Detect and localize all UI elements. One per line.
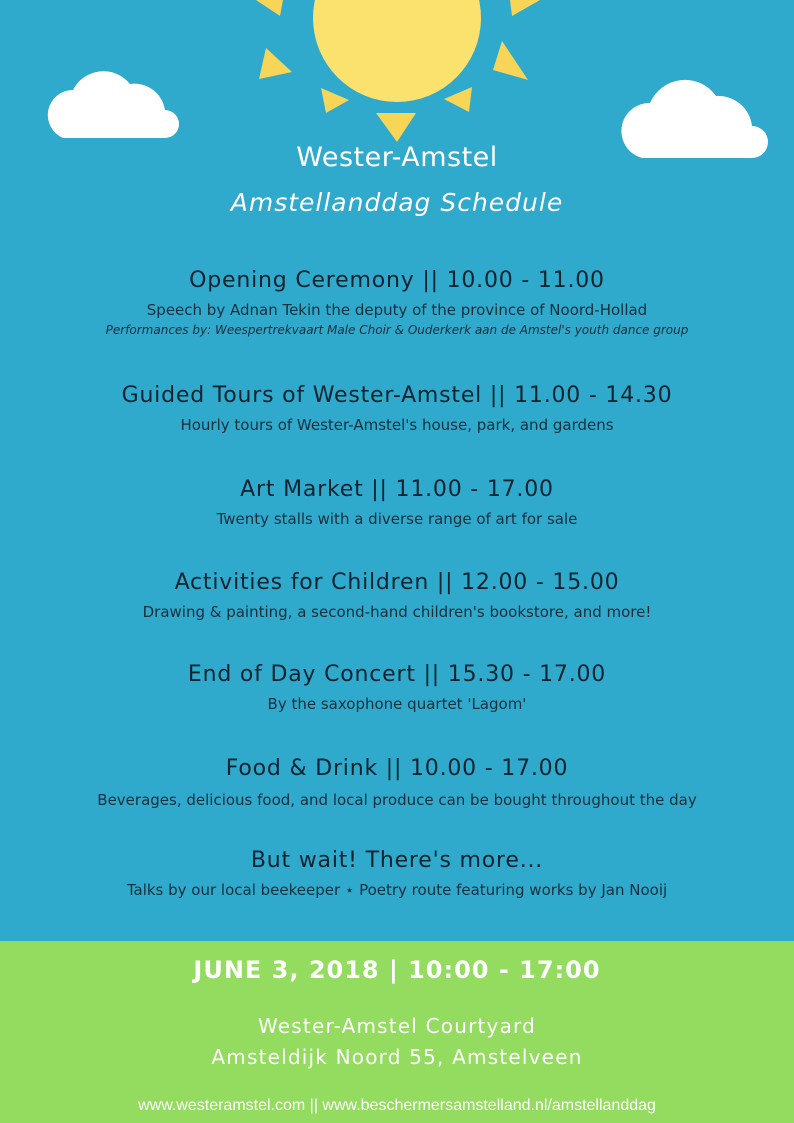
page-title: Wester-Amstel	[296, 142, 498, 173]
venue-address: Amsteldijk Noord 55, Amstelveen	[211, 1045, 583, 1069]
event-heading: But wait! There's more...	[250, 848, 544, 873]
footer-banner	[0, 941, 794, 1123]
event-description: Twenty stalls with a diverse range of art for sale	[216, 510, 578, 528]
event-heading: Guided Tours of Wester-Amstel || 11.00 - 14.30	[121, 383, 673, 408]
schedule-item-concert	[0, 662, 794, 713]
schedule-item-more	[0, 848, 794, 899]
website-links[interactable]: www.westeramstel.com || www.beschermersamstelland.nl/amstellanddag	[138, 1097, 656, 1114]
sky-illustration	[0, 0, 794, 260]
event-description: Speech by Adnan Tekin the deputy of the province of Noord-Hollad	[146, 301, 648, 319]
event-heading: Art Market || 11.00 - 17.00	[240, 477, 554, 502]
event-description: Drawing & painting, a second-hand children's bookstore, and more!	[142, 603, 652, 621]
event-heading: Activities for Children || 12.00 - 15.00	[174, 570, 620, 595]
venue-name: Wester-Amstel Courtyard	[257, 1014, 537, 1038]
event-description: Beverages, delicious food, and local produce can be bought throughout the day	[97, 791, 697, 809]
cloud-icon	[48, 71, 179, 138]
event-description: Talks by our local beekeeper ⋆ Poetry route featuring works by Jan Nooij	[126, 881, 668, 899]
event-heading: Food & Drink || 10.00 - 17.00	[225, 756, 569, 781]
event-performances: Performances by: Weespertrekvaart Male Choir & Ouderkerk aan de Amstel's youth dance group	[105, 323, 689, 337]
event-heading: Opening Ceremony || 10.00 - 11.00	[189, 268, 605, 293]
page-subtitle: Amstellanddag Schedule	[230, 188, 564, 217]
schedule-item-activities-children	[0, 570, 794, 621]
schedule-item-art-market	[0, 477, 794, 528]
event-heading: End of Day Concert || 15.30 - 17.00	[187, 662, 607, 687]
schedule-item-guided-tours	[0, 383, 794, 434]
schedule-item-opening-ceremony	[0, 268, 794, 337]
event-date: JUNE 3, 2018 | 10:00 - 17:00	[193, 956, 601, 984]
event-description: Hourly tours of Wester-Amstel's house, park, and gardens	[180, 416, 614, 434]
schedule-item-food-drink	[0, 756, 794, 809]
sun-icon	[256, 0, 540, 142]
event-description: By the saxophone quartet 'Lagom'	[267, 695, 527, 713]
